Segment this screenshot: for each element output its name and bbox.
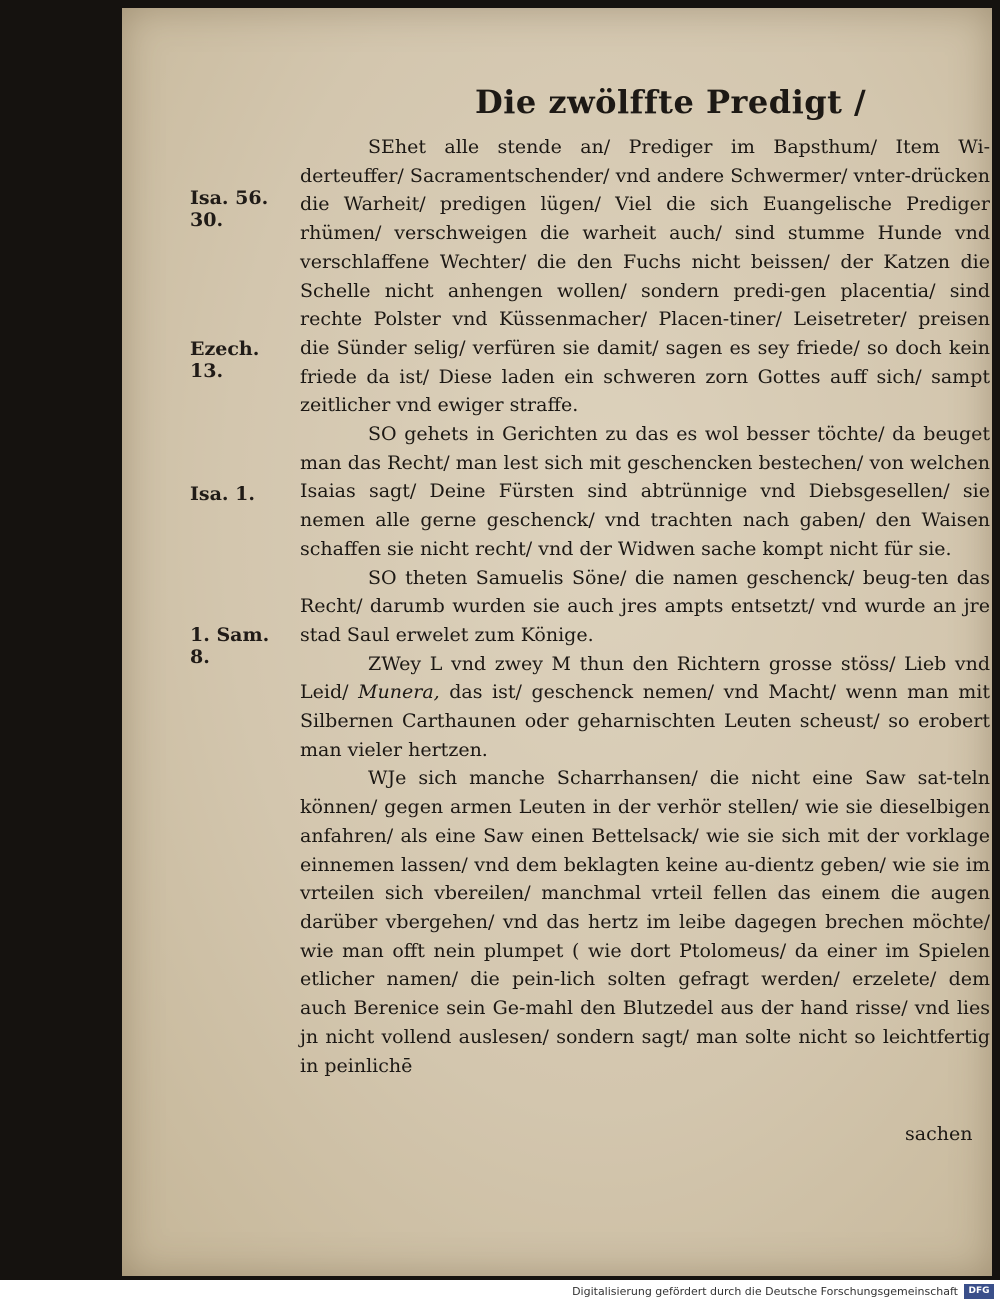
italic-munera: Munera, [358,681,440,704]
paragraph-5: WJe sich manche Scharrhansen/ die nicht eine Saw sat-teln können/ gegen armen Leuten in der verhör stellen/ wie sie dieselbigen anfahren/ als eine Saw einen Bettelsack/ wie sie sich mit der vorklage einnemen lassen/ vnd dem beklagten keine au-dientz geben/ wie sie im vrteilen sich vbereilen/ manchmal vrteil fellen das einem die augen darüber vbergehen/ vnd das hertz im leibe dagegen brechen möchte/ wie man offt nein plumpet ( wie dort Ptolomeus/ da einer im Spielen etlicher namen/ die pein-lich solten gefragt werden/ erzelete/ dem auch Berenice sein Ge-mahl den Blutzedel aus der hand risse/ vnd lies jn nicht vollend auslesen/ sondern sagt/ man solte nicht so leichtfertig in peinlichē [300,767,990,1077]
paragraph-2: SO gehets in Gerichten zu das es wol besser töchte/ da beuget man das Recht/ man lest sich mit geschencken bestechen/ von welchen Isaias sagt/ Deine Fürsten sind abtrünnige vnd Diebsgesellen/ sie nemen alle gerne geschenck/ vnd trachten nach gaben/ den Waisen schaffen sie nicht recht/ vnd der Widwen sache kompt nicht für sie. [300,423,990,560]
paragraph-1: SEhet alle stende an/ Prediger im Bapsthum/ Item Wi-derteuffer/ Sacramentschender/ vnd andere Schwermer/ vnter-drücken die Warheit/ predigen lügen/ Viel die sich Euangelische Prediger rhümen/ verschweigen die warheit auch/ sind stumme Hunde vnd verschlaffene Wechter/ die den Fuchs nicht beissen/ der Katzen die Schelle nicht anhengen wollen/ sondern predi-gen placentia/ sind rechte Polster vnd Küssenmacher/ Placen-tiner/ Leisetreter/ preisen die Sünder selig/ verfüren sie damit/ sagen es sey friede/ so doch kein friede da ist/ Diese laden ein schweren zorn Gottes auff sich/ sampt zeitlicher vnd ewiger straffe. [300,136,990,417]
paragraph-3: SO theten Samuelis Söne/ die namen geschenck/ beug-ten das Recht/ darumb wurden sie auch jres ampts entsetzt/ vnd wurde an jre stad Saul erwelet zum Könige. [300,566,990,646]
margin-note-ezekiel-13: Ezech. 13. [190,338,260,382]
funding-note: Digitalisierung gefördert durch die Deutsche Forschungsgemeinschaft [572,1285,958,1298]
catchword: sachen [905,1123,973,1145]
margin-note-isaiah-56: Isa. 56. 30. [190,187,269,231]
paragraph-4: ZWey L vnd zwey M thun den Richtern grosse stöss/ Lieb vnd Leid/ Munera, das ist/ geschenck nemen/ vnd Macht/ wenn man mit Silbernen Carthaunen oder geharnischten Leuten scheust/ so erobert man vieler hertzen. [300,652,990,761]
page-heading: Die zwölffte Predigt / [475,83,867,121]
digitization-footer [0,1280,1000,1303]
margin-note-isaiah-1: Isa. 1. [190,483,255,505]
sermon-text [300,133,990,1080]
margin-note-1-samuel-8: 1. Sam. 8. [190,624,270,668]
dfg-logo: DFG [964,1284,994,1299]
